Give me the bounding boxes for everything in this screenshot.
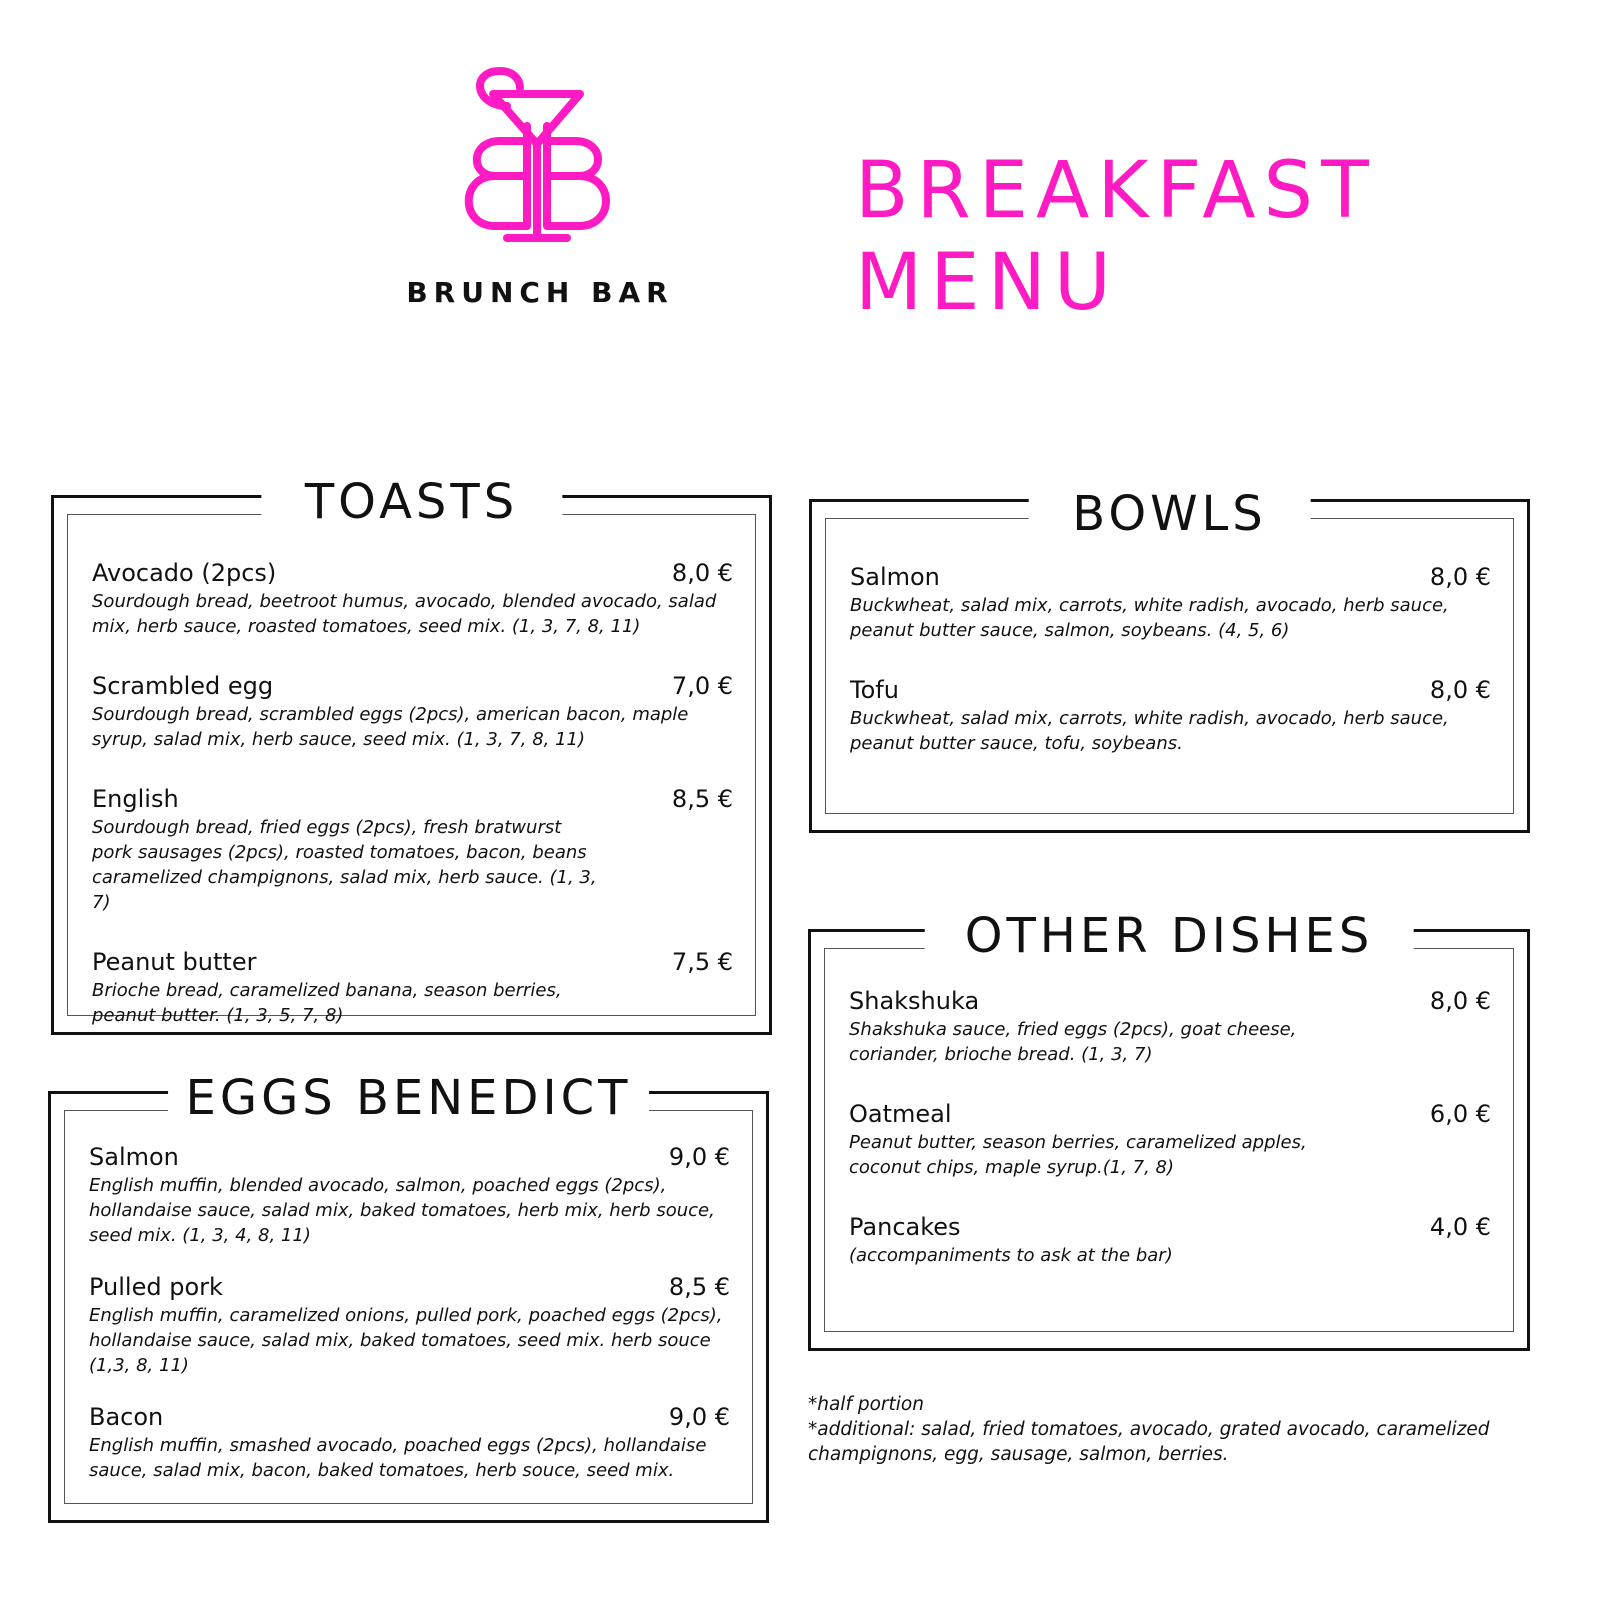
section-title-toasts: TOASTS [261, 474, 562, 530]
item-name: Avocado (2pcs) [92, 559, 277, 587]
section-title-bowls: BOWLS [1028, 486, 1311, 542]
menu-item [92, 784, 733, 915]
item-price: 8,0 € [1429, 676, 1491, 704]
item-description: Shakshuka sauce, fried eggs (2pcs), goat cheese, coriander, brioche bread. (1, 3, 7) [849, 1019, 1297, 1065]
menu-item [850, 675, 1491, 756]
item-name: Shakshuka [849, 987, 980, 1015]
menu-item [849, 1099, 1491, 1180]
menu-item [92, 558, 733, 639]
item-price: 4,0 € [1429, 1213, 1491, 1241]
item-name: Pulled pork [89, 1273, 223, 1301]
item-description: Sourdough bread, scrambled eggs (2pcs), american bacon, maple syrup, salad mix, herb sauce, seed mix. (1, 3, 7, 8, 11) [92, 704, 689, 750]
item-name: Salmon [89, 1143, 179, 1171]
footnote-additional: *additional: salad, fried tomatoes, avocado, grated avocado, caramelized champignons, egg, sausage, salmon, berries. [808, 1419, 1490, 1465]
item-price: 8,0 € [1429, 563, 1491, 591]
item-description: English muffin, smashed avocado, poached eggs (2pcs), hollandaise sauce, salad mix, bacon, baked tomatoes, herb souce, seed mix. [89, 1435, 707, 1481]
section-title-other-dishes: OTHER DISHES [925, 908, 1414, 964]
brand-name: BRUNCH BAR [406, 276, 674, 309]
item-description: English muffin, caramelized onions, pulled pork, poached eggs (2pcs), hollandaise sauce, salad mix, baked tomatoes, seed mix. herb souce (1,3, 8, 11) [89, 1305, 723, 1376]
item-price: 9,0 € [668, 1403, 730, 1431]
section-title-eggs-benedict: EGGS BENEDICT [168, 1070, 650, 1126]
item-name: Peanut butter [92, 948, 257, 976]
page-title-line2: MENU [855, 238, 1120, 328]
item-price: 7,0 € [671, 672, 733, 700]
item-price: 8,0 € [1429, 987, 1491, 1015]
menu-item [89, 1402, 730, 1483]
item-name: Tofu [850, 676, 899, 704]
item-name: Salmon [850, 563, 940, 591]
footnotes [808, 1392, 1528, 1467]
item-description: Sourdough bread, beetroot humus, avocado, blended avocado, salad mix, herb sauce, roasted tomatoes, seed mix. (1, 3, 7, 8, 11) [92, 591, 717, 637]
page-title-line1: BREAKFAST [855, 146, 1377, 236]
item-name: Bacon [89, 1403, 164, 1431]
item-description: English muffin, blended avocado, salmon, poached eggs (2pcs), hollandaise sauce, salad mix, baked tomatoes, herb mix, herb souce, seed mix. (1, 3, 4, 8, 11) [89, 1175, 715, 1246]
cocktail-glass-bb-icon [455, 66, 625, 256]
section-bowls [809, 486, 1530, 833]
menu-item [92, 671, 733, 752]
item-list [89, 1142, 730, 1507]
item-price: 9,0 € [668, 1143, 730, 1171]
menu-item [89, 1142, 730, 1248]
section-eggs-benedict [48, 1070, 769, 1523]
item-description: Sourdough bread, fried eggs (2pcs), fresh bratwurst pork sausages (2pcs), roasted tomatoes, bacon, beans caramelized champignons, salad mix, herb sauce. (1, 3, 7) [92, 817, 597, 913]
menu-item [89, 1272, 730, 1378]
item-list [92, 558, 733, 1052]
section-other-dishes [808, 908, 1530, 1351]
item-list [849, 986, 1491, 1292]
menu-item [92, 947, 733, 1028]
menu-item [850, 562, 1491, 643]
item-description: (accompaniments to ask at the bar) [849, 1245, 1173, 1266]
item-description: Buckwheat, salad mix, carrots, white radish, avocado, herb sauce, peanut butter sauce, salmon, soybeans. (4, 5, 6) [850, 595, 1449, 641]
item-list [850, 562, 1491, 780]
section-toasts [51, 474, 772, 1035]
item-price: 6,0 € [1429, 1100, 1491, 1128]
menu-item [849, 1212, 1491, 1268]
brand-logo [350, 66, 730, 316]
item-price: 8,5 € [671, 785, 733, 813]
page-title [855, 145, 1377, 329]
item-name: Pancakes [849, 1213, 961, 1241]
item-price: 8,5 € [668, 1273, 730, 1301]
menu-item [849, 986, 1491, 1067]
item-description: Peanut butter, season berries, caramelized apples, coconut chips, maple syrup.(1, 7, 8) [849, 1132, 1307, 1178]
item-price: 8,0 € [671, 559, 733, 587]
item-price: 7,5 € [671, 948, 733, 976]
item-name: Oatmeal [849, 1100, 952, 1128]
item-description: Brioche bread, caramelized banana, season berries, peanut butter. (1, 3, 5, 7, 8) [92, 980, 562, 1026]
footnote-half-portion: *half portion [808, 1394, 924, 1415]
item-name: Scrambled egg [92, 672, 274, 700]
item-description: Buckwheat, salad mix, carrots, white radish, avocado, herb sauce, peanut butter sauce, tofu, soybeans. [850, 708, 1449, 754]
item-name: English [92, 785, 179, 813]
